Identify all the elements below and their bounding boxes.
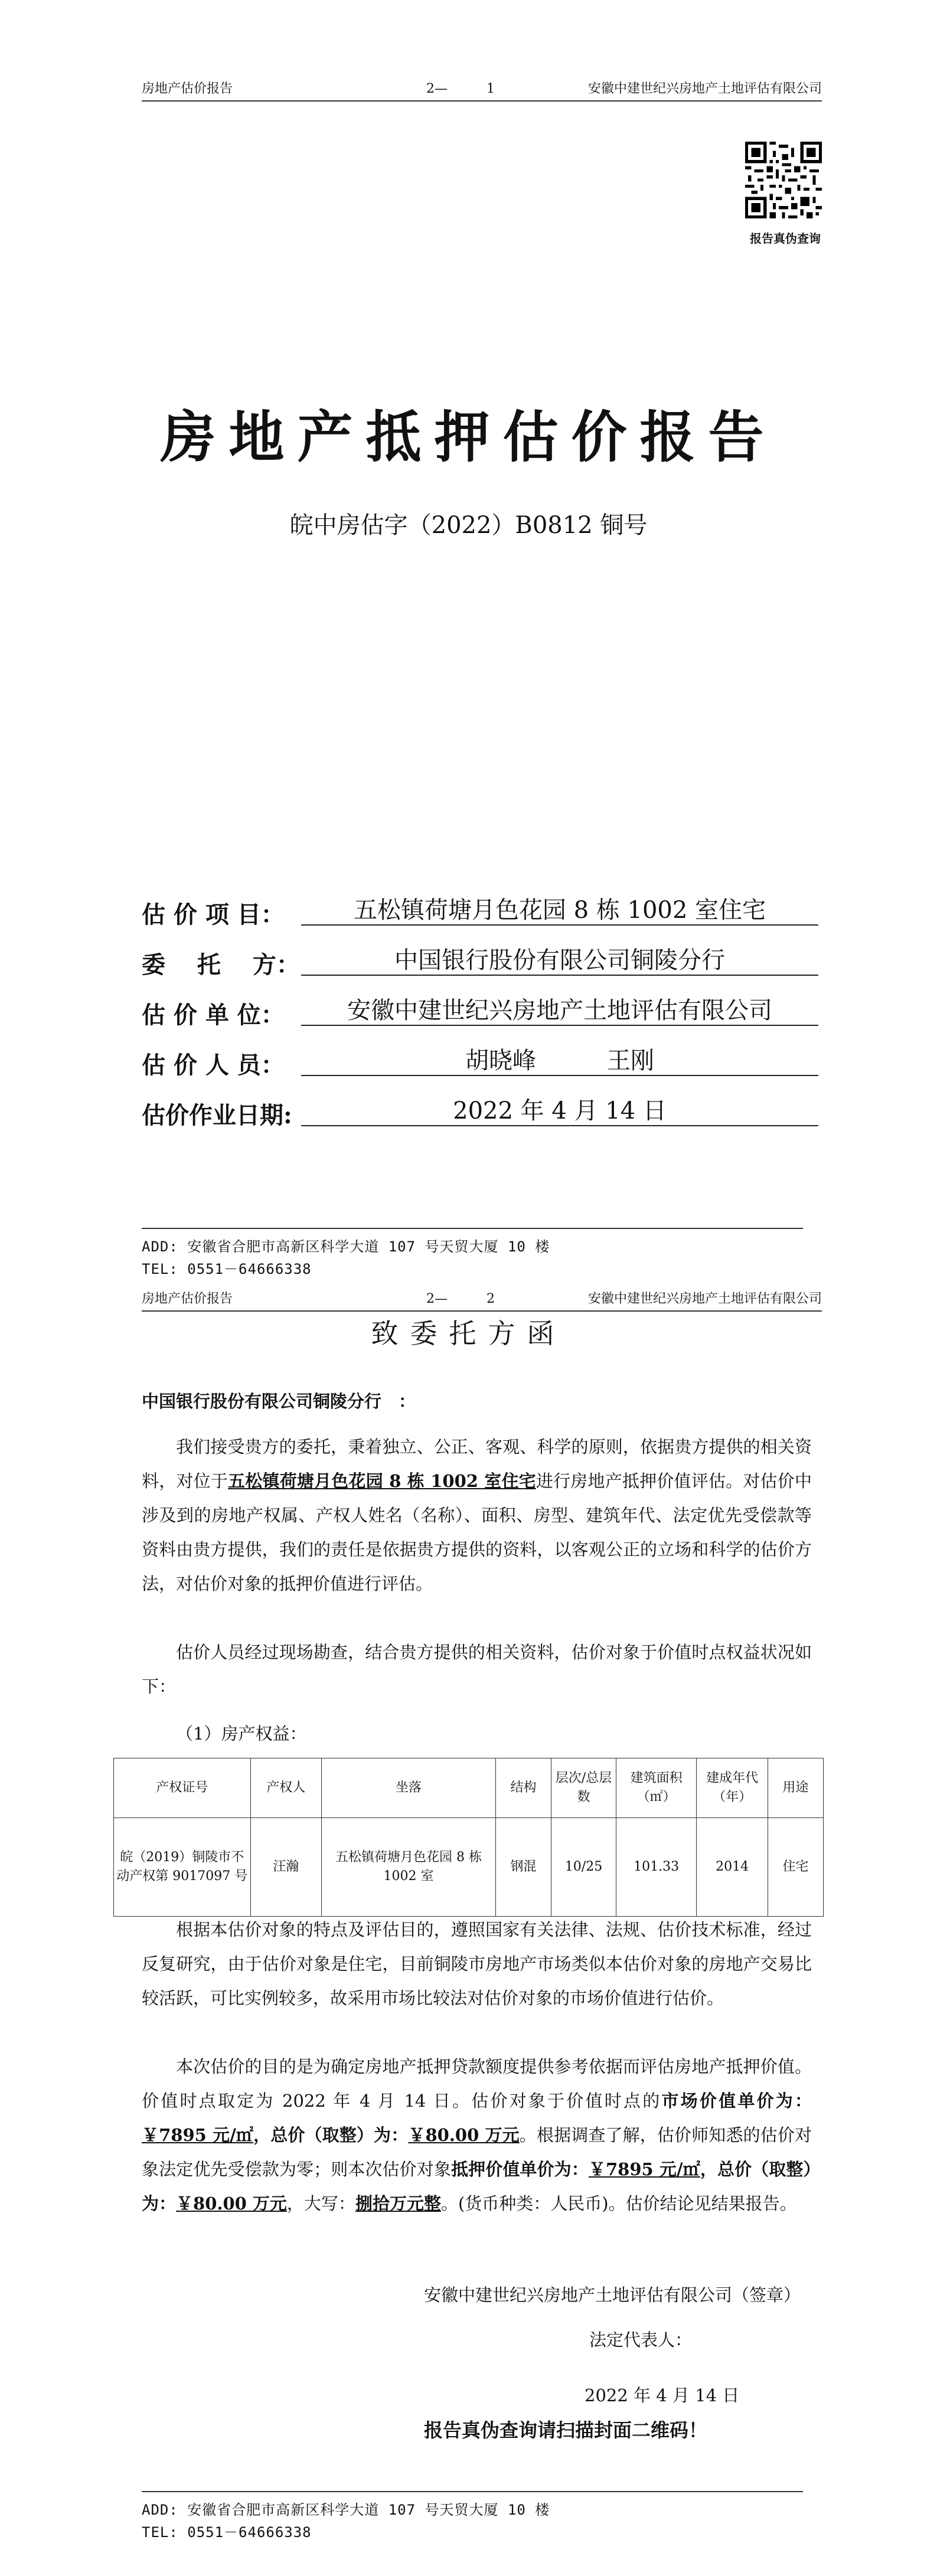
col-header: 用途 <box>768 1758 823 1818</box>
table-cell: 10/25 <box>551 1818 616 1917</box>
table-cell: 汪瀚 <box>250 1818 322 1917</box>
text: 抵押价值单价为： <box>450 2159 589 2179</box>
col-header: 产权证号 <box>114 1758 251 1818</box>
qr-code-icon <box>745 142 822 218</box>
paragraph-conclusion <box>142 2049 812 2221</box>
market-total-price: ￥80.00 万元 <box>408 2125 520 2145</box>
footer-tel: TEL: 0551－64666338 <box>142 1261 312 1277</box>
col-header: 产权人 <box>250 1758 322 1818</box>
market-unit-price: ￥7895 元/㎡ <box>142 2125 254 2145</box>
text: 市场价值单价为： <box>661 2091 812 2111</box>
page-header <box>142 77 822 102</box>
mortgage-total-price: ￥80.00 万元 <box>176 2193 287 2214</box>
table-cell: 2014 <box>697 1818 768 1917</box>
col-header: 坐落 <box>322 1758 496 1818</box>
text: 本次估价的目的是为确定房地产抵押贷款额度提供参考依据而评估房地产抵押价值。价值时点取定为 2022 年 4 月 14 日。估价对象于价值时点的 <box>142 2057 812 2111</box>
info-label: 委 托 方： <box>142 951 300 979</box>
col-header: 结构 <box>495 1758 551 1818</box>
qr-caption: 报告真伪查询 <box>750 231 821 246</box>
text: 进行房地产抵押价值评估。对估价中涉及到的房地产权属、产权人姓名（名称）、面积、房型、建筑年代、法定优先受偿款等资料由贵方提供，我们的责任是依据贵方提供的资料，以客观公正的立场和科学的估价方法，对估价对象的抵押价值进行评估。 <box>142 1471 812 1594</box>
table-cell: 101.33 <box>616 1818 696 1917</box>
col-header: 建成年代（年） <box>697 1758 768 1818</box>
footer-tel: TEL: 0551－64666338 <box>142 2524 312 2541</box>
header-page-number: 2— 1 <box>426 81 495 96</box>
text: ，大写： <box>286 2193 355 2214</box>
info-value: 安徽中建世纪兴房地产土地评估有限公司 <box>301 996 818 1026</box>
footer-rule <box>142 2491 803 2492</box>
page-header <box>142 1287 822 1312</box>
paragraph-inspection: 估价人员经过现场勘查，结合贵方提供的相关资料，估价对象于价值时点权益状况如下： <box>142 1642 812 1696</box>
table-cell: 五松镇荷塘月色花园 8 栋 1002 室 <box>322 1818 496 1917</box>
info-label: 估价作业日期: <box>142 1101 292 1129</box>
paragraph-method: 根据本估价对象的特点及评估目的，遵照国家有关法律、法规、估价技术标准，经过反复研究，由于估价对象是住宅，目前铜陵市房地产市场类似本估价对象的房地产交易比较活跃，可比实例较多，故采用市场比较法对估价对象的市场价值进行估价。 <box>142 1920 812 2008</box>
paragraph-engagement <box>142 1430 812 1601</box>
signature-date: 2022 年 4 月 14 日 <box>585 2385 740 2405</box>
property-address: 五松镇荷塘月色花园 8 栋 1002 室住宅 <box>228 1471 536 1491</box>
legal-representative: 法定代表人： <box>589 2330 693 2350</box>
info-value: 五松镇荷塘月色花园 8 栋 1002 室住宅 <box>301 896 818 926</box>
text: 。(货币种类：人民币)。估价结论见结果报告。 <box>440 2193 797 2214</box>
footer-rule <box>142 1228 803 1229</box>
table-cell: 住宅 <box>768 1818 823 1917</box>
header-right: 安徽中建世纪兴房地产土地评估有限公司 <box>587 81 822 96</box>
property-rights-table <box>113 1758 824 1917</box>
header-page-number: 2— 2 <box>426 1292 495 1306</box>
header-left: 房地产估价报告 <box>142 81 233 96</box>
footer-address: ADD: 安徽省合肥市高新区科学大道 107 号天贸大厦 10 楼 <box>142 2502 550 2518</box>
text: 。根据调查了解，估价师知悉的估价对象法定优先受偿款为零；则本次估价对象 <box>142 2125 812 2179</box>
verification-notice: 报告真伪查询请扫描封面二维码！ <box>424 2419 708 2441</box>
report-title: 房地产抵押估价报告 <box>160 405 777 470</box>
info-label: 估 价 人 员： <box>142 1051 285 1079</box>
letter-recipient: 中国银行股份有限公司铜陵分行 ： <box>142 1391 416 1411</box>
report-number: 皖中房估字（2022）B0812 铜号 <box>289 512 648 539</box>
table-cell: 皖（2019）铜陵市不动产权第 9017097 号 <box>114 1818 251 1917</box>
header-left: 房地产估价报告 <box>142 1292 233 1306</box>
col-header: 建筑面积（㎡） <box>616 1758 696 1818</box>
info-label: 估 价 项 目： <box>142 901 285 929</box>
table-cell: 钢混 <box>495 1818 551 1917</box>
info-value: 中国银行股份有限公司铜陵分行 <box>301 946 818 976</box>
amount-in-words: 捌拾万元整 <box>355 2193 441 2214</box>
table-header-row <box>114 1758 824 1818</box>
info-label: 估 价 单 位： <box>142 1001 285 1029</box>
col-header: 层次/总层数 <box>551 1758 616 1818</box>
info-value: 2022 年 4 月 14 日 <box>301 1097 818 1126</box>
header-right: 安徽中建世纪兴房地产土地评估有限公司 <box>587 1292 822 1306</box>
text: ，总价（取整）为： <box>142 2159 812 2214</box>
mortgage-unit-price: ￥7895 元/㎡ <box>588 2159 700 2179</box>
text: ，总价（取整）为： <box>253 2125 409 2145</box>
company-signature: 安徽中建世纪兴房地产土地评估有限公司（签章） <box>424 2285 801 2305</box>
footer-address: ADD: 安徽省合肥市高新区科学大道 107 号天贸大厦 10 楼 <box>142 1238 550 1255</box>
letter-title: 致委托方函 <box>371 1318 566 1349</box>
table-caption: （1）房产权益： <box>176 1724 307 1744</box>
info-value: 胡晓峰 王刚 <box>301 1047 818 1076</box>
table-row <box>114 1818 824 1917</box>
text: 我们接受贵方的委托，秉着独立、公正、客观、科学的原则，依据贵方提供的相关资料，对位于 <box>142 1437 812 1491</box>
